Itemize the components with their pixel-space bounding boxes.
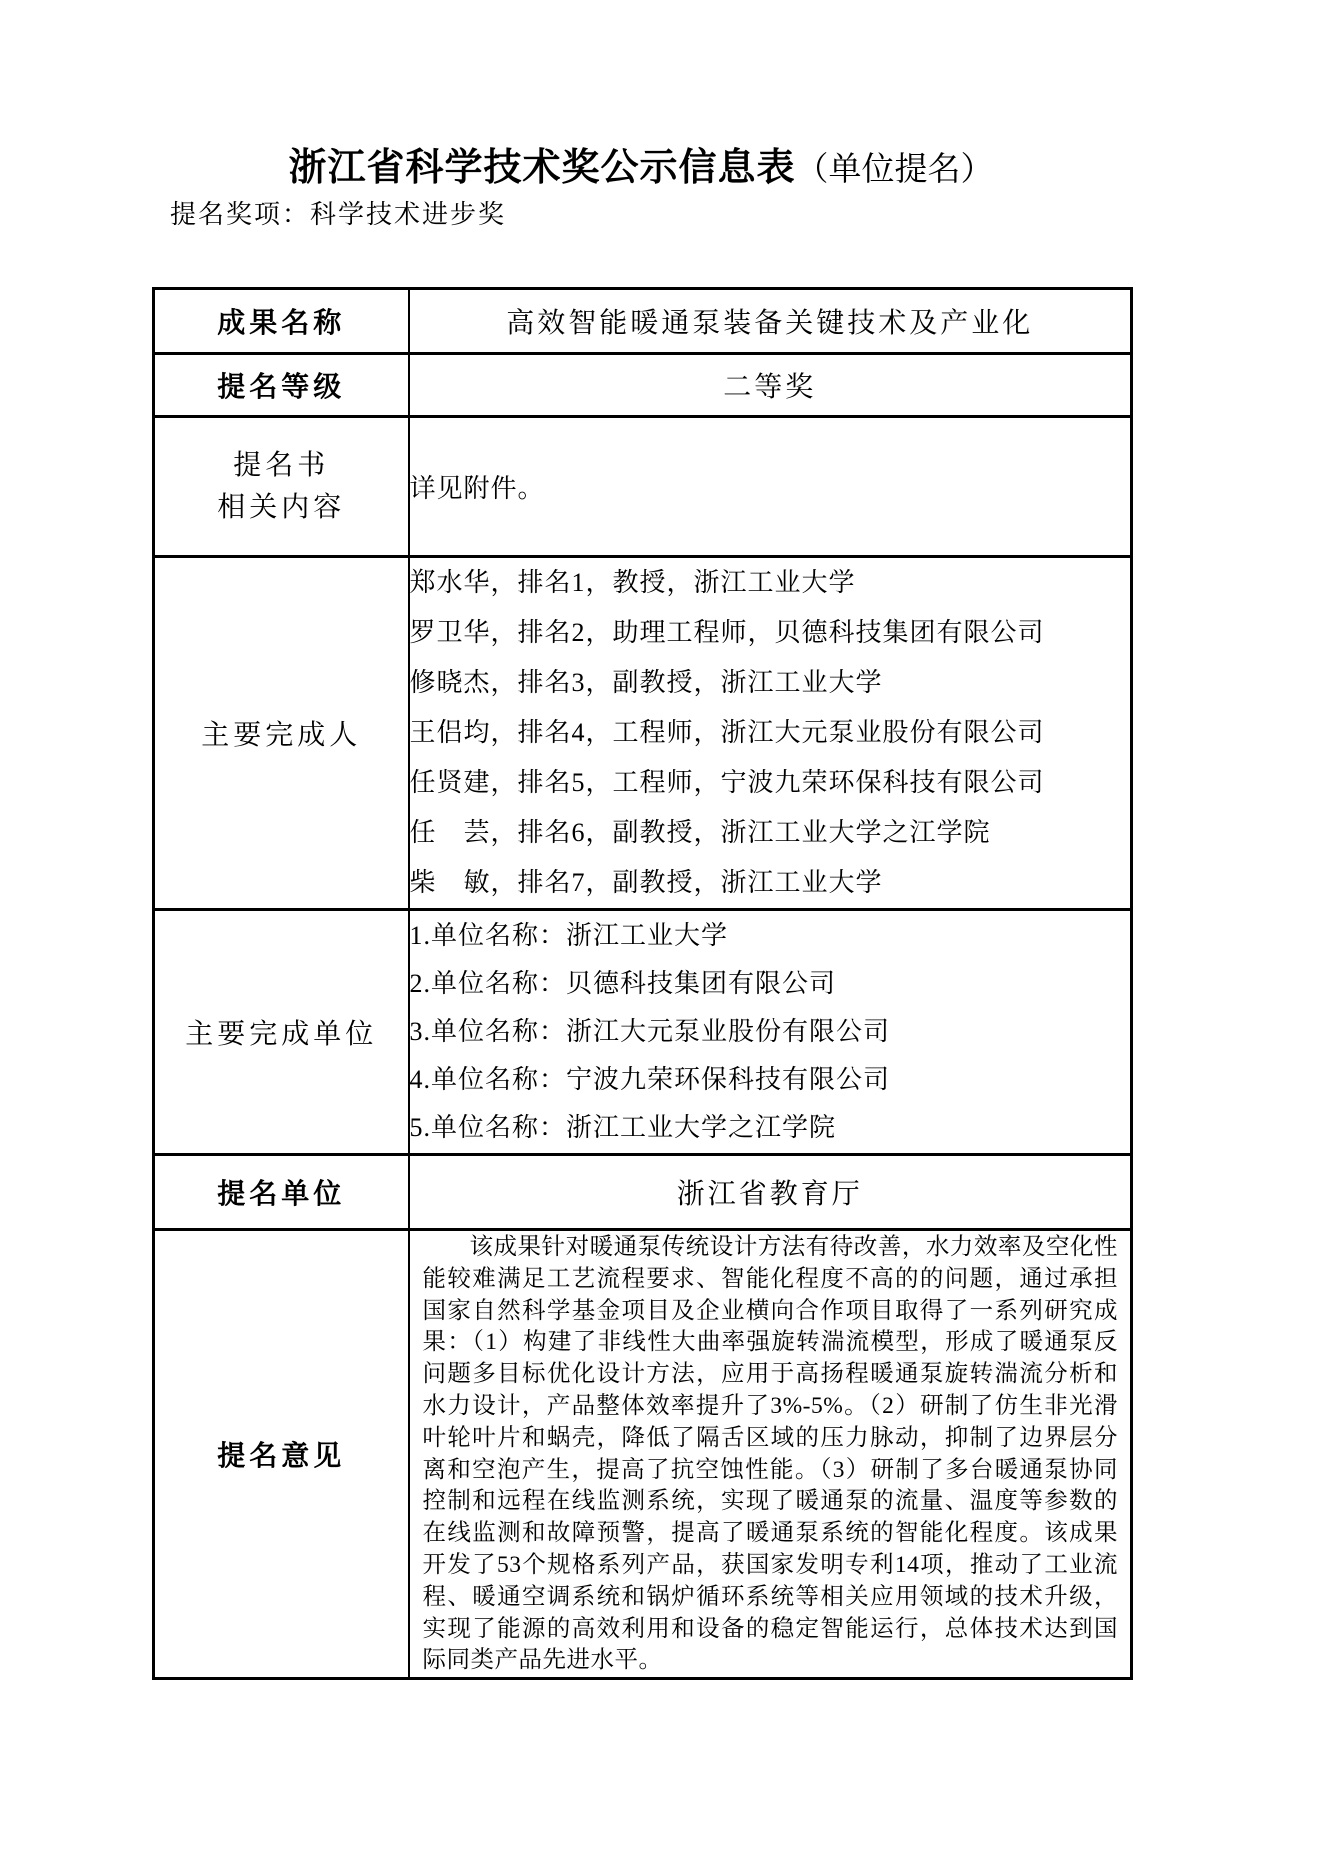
- unit-item: 1.单位名称：浙江工业大学: [409, 921, 729, 950]
- units-label: 主要完成单位: [154, 910, 409, 1155]
- unit-item: 3.单位名称：浙江大元泵业股份有限公司: [409, 1017, 891, 1046]
- result-name-label: 成果名称: [154, 289, 409, 354]
- opinion-row: [154, 1230, 1132, 1679]
- result-name-row: [154, 289, 1132, 354]
- completer-item: 王侣均，排名4，工程师，浙江大元泵业股份有限公司: [409, 718, 1045, 747]
- completer-item: 任贤建，排名5，工程师，宁波九荣环保科技有限公司: [409, 768, 1045, 797]
- info-table: [152, 287, 1133, 1680]
- page-title-suffix: （单位提名）: [795, 152, 994, 188]
- units-list: [409, 910, 1132, 1155]
- grade-row: [154, 354, 1132, 417]
- nomination-book-label: [154, 417, 409, 557]
- units-row: [154, 910, 1132, 1155]
- completers-label: 主要完成人: [154, 557, 409, 910]
- nomination-book-row: [154, 417, 1132, 557]
- nominator-value: 浙江省教育厅: [409, 1155, 1132, 1230]
- unit-item: 2.单位名称：贝德科技集团有限公司: [409, 969, 837, 998]
- award-category-line: 提名奖项：科学技术进步奖: [170, 200, 507, 229]
- unit-item: 4.单位名称：宁波九荣环保科技有限公司: [409, 1065, 891, 1094]
- completer-item: 修晓杰，排名3，副教授，浙江工业大学: [409, 668, 883, 697]
- completers-list: [409, 557, 1132, 910]
- grade-label: 提名等级: [154, 354, 409, 417]
- completer-item: 柴 敏，排名7，副教授，浙江工业大学: [409, 868, 883, 897]
- nominator-row: [154, 1155, 1132, 1230]
- completers-row: [154, 557, 1132, 910]
- nomination-book-label-line1: 提名书: [233, 449, 330, 481]
- result-name-value: 高效智能暖通泵装备关键技术及产业化: [409, 289, 1132, 354]
- opinion-paragraph: 该成果针对暖通泵传统设计方法有待改善，水力效率及空化性能较难满足工艺流程要求、智能化程度不高的的问题，通过承担国家自然科学基金项目及企业横向合作项目取得了一系列研究成果：（1）构建了非线性大曲率强旋转湍流模型，形成了暖通泵反问题多目标优化设计方法，应用于高扬程暖通泵旋转湍流分析和水力设计，产品整体效率提升了3%-5%。（2）研制了仿生非光滑叶轮叶片和蜗壳，降低了隔舌区域的压力脉动，抑制了边界层分离和空泡产生，提高了抗空蚀性能。（3）研制了多台暖通泵协同控制和远程在线监测系统，实现了暖通泵的流量、温度等参数的在线监测和故障预警，提高了暖通泵系统的智能化程度。该成果开发了53个规格系列产品，获国家发明专利14项，推动了工业流程、暖通空调系统和锅炉循环系统等相关应用领域的技术升级，实现了能源的高效利用和设备的稳定智能运行，总体技术达到国际同类产品先进水平。: [422, 1234, 1118, 1674]
- completer-item: 郑水华，排名1，教授，浙江工业大学: [409, 568, 856, 597]
- nominator-label: 提名单位: [154, 1155, 409, 1230]
- page-title-main: 浙江省科学技术奖公示信息表: [288, 147, 796, 189]
- opinion-label: 提名意见: [154, 1230, 409, 1679]
- page-title: [152, 136, 1130, 191]
- grade-value: 二等奖: [409, 354, 1132, 417]
- completer-item: 任 芸，排名6，副教授，浙江工业大学之江学院: [409, 818, 991, 847]
- nomination-book-value: 详见附件。: [409, 417, 1132, 557]
- opinion-cell: [409, 1230, 1132, 1679]
- nomination-book-label-line2: 相关内容: [217, 491, 346, 523]
- unit-item: 5.单位名称：浙江工业大学之江学院: [409, 1113, 837, 1142]
- completer-item: 罗卫华，排名2，助理工程师，贝德科技集团有限公司: [409, 618, 1045, 647]
